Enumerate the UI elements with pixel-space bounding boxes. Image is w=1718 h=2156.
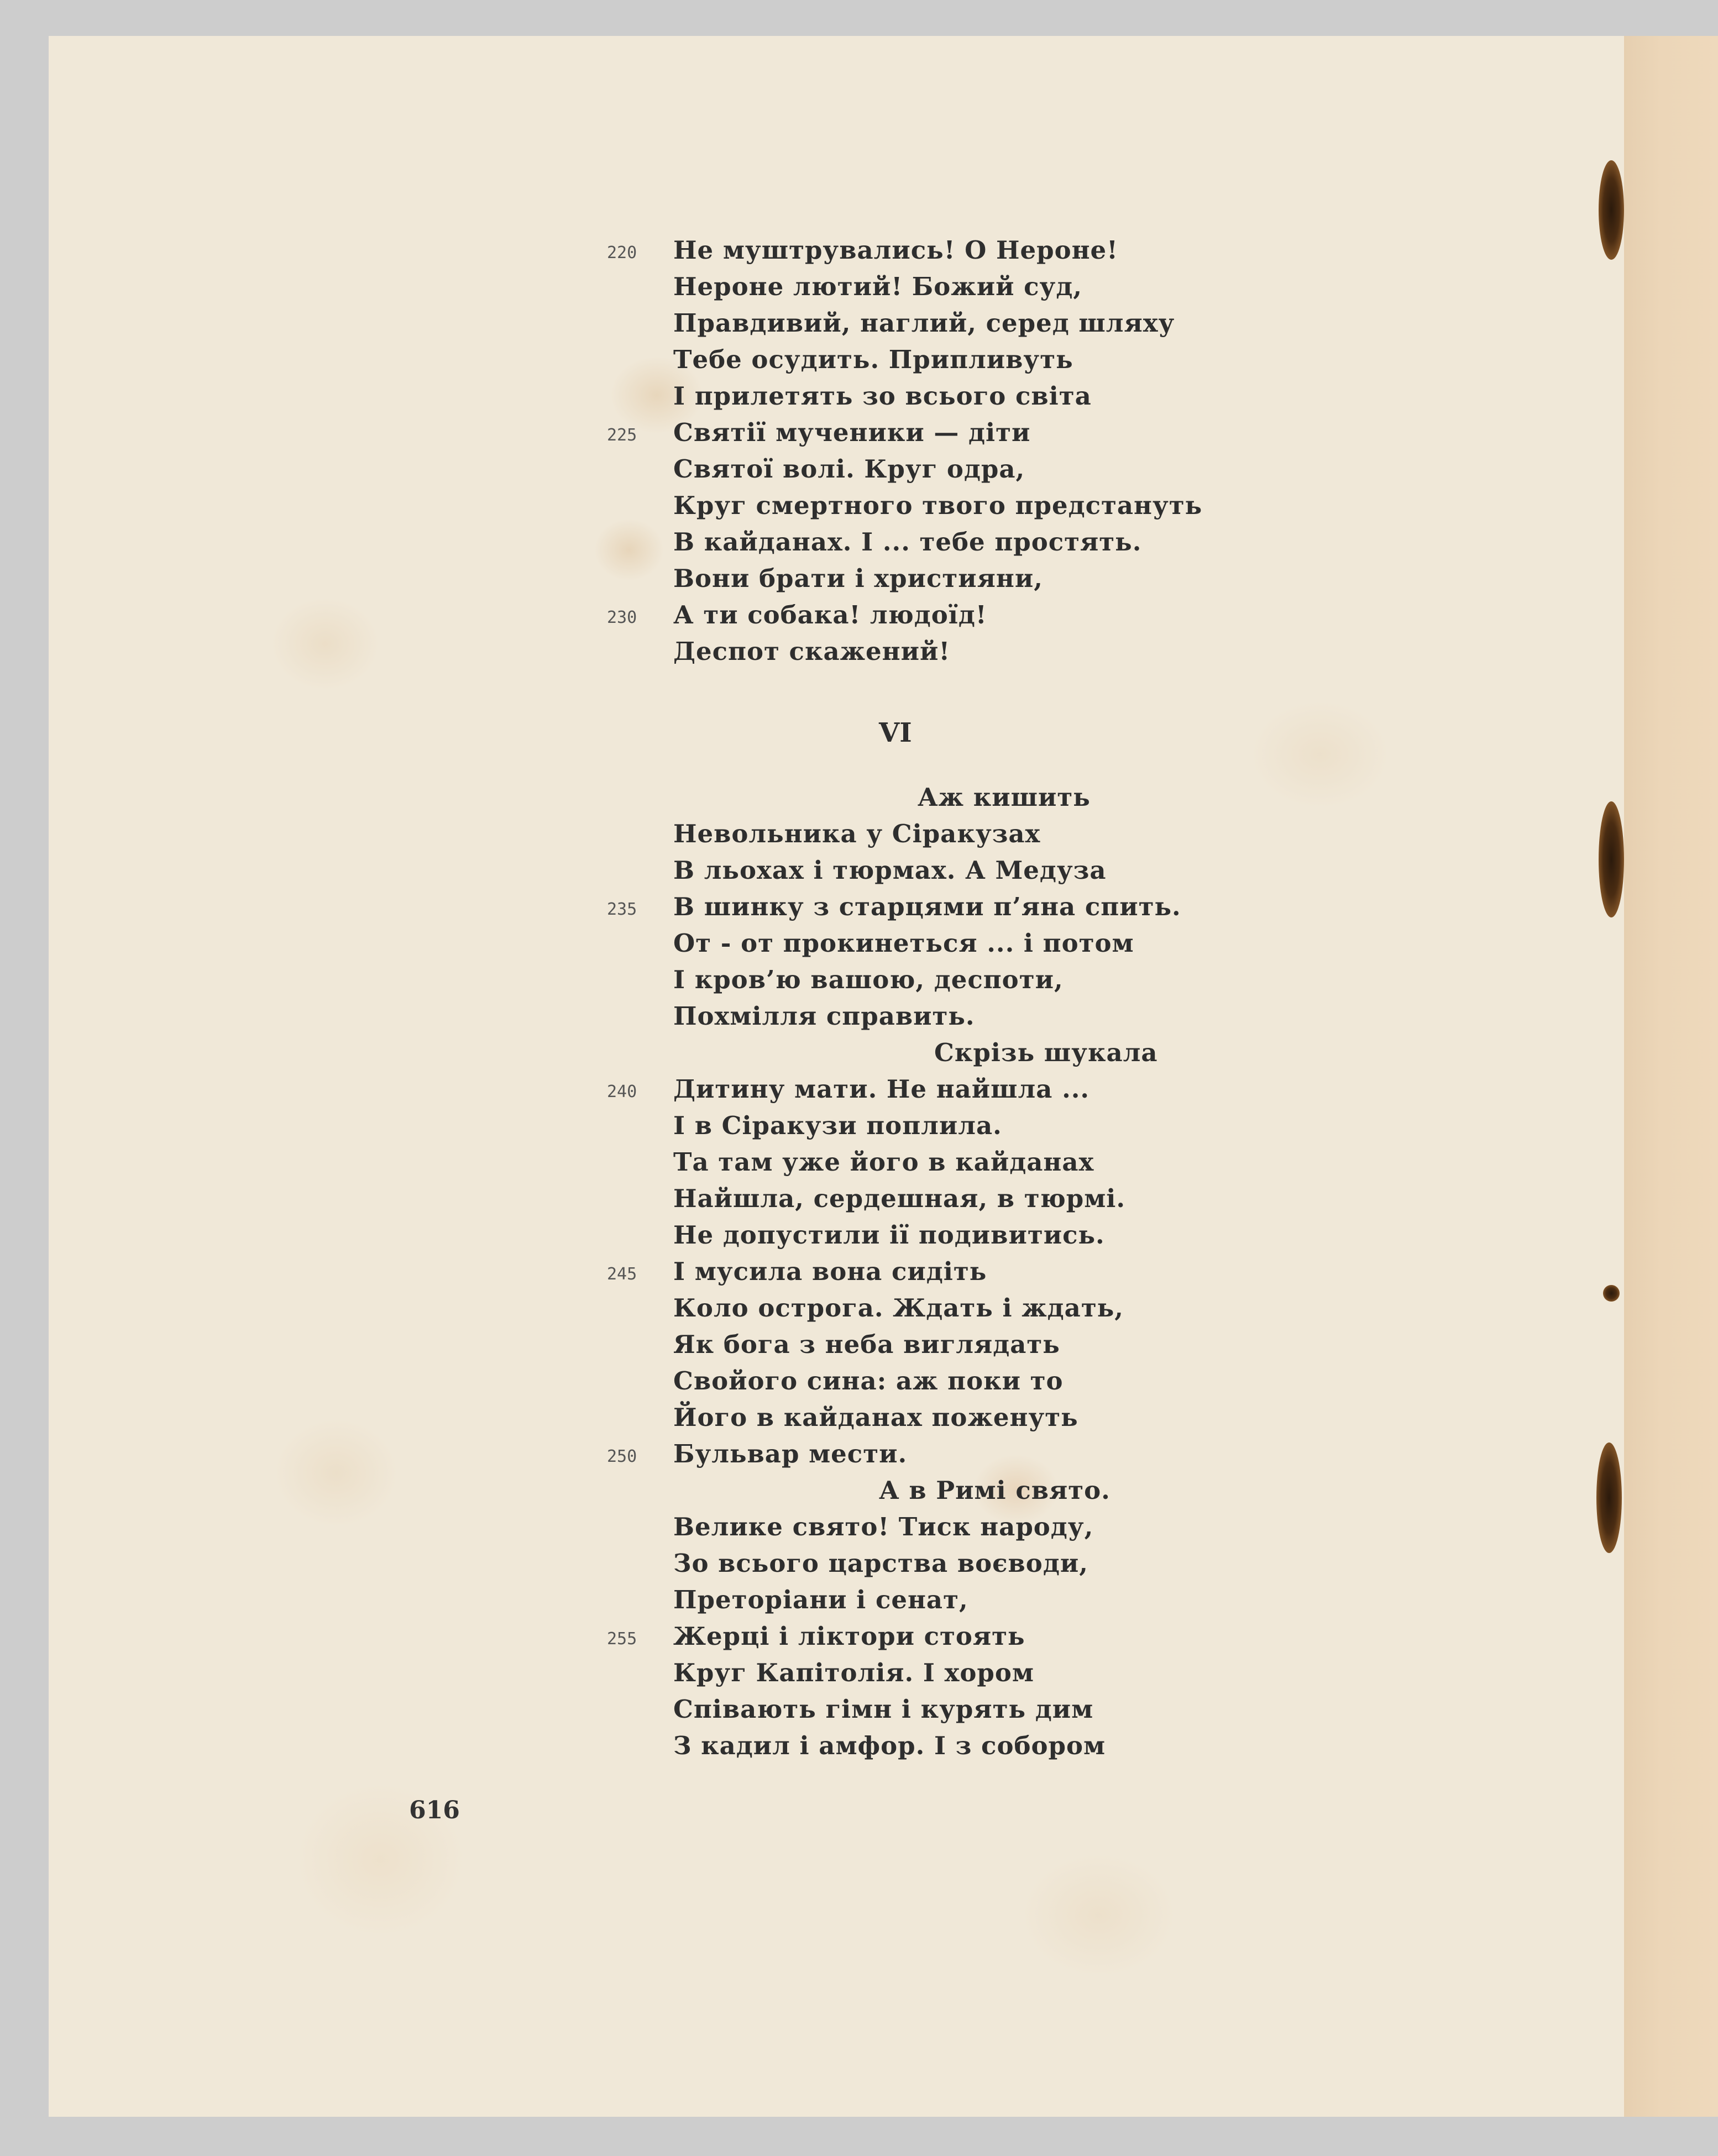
- line-number: 225: [607, 426, 637, 445]
- poem-line: З кадил і амфор. І з собором: [673, 1731, 1106, 1760]
- poem-line: Правдивий, наглий, серед шляху: [673, 308, 1175, 338]
- poem-line: Найшла, сердешная, в тюрмі.: [673, 1184, 1126, 1213]
- poem-line: Свойого сина: аж поки то: [673, 1366, 1064, 1396]
- poem-line: Круг смертного твого предстануть: [673, 491, 1203, 520]
- poem-line: І мусила вона сидіть: [673, 1257, 987, 1286]
- section-heading: VI: [879, 717, 912, 748]
- poem-line: Деспот скажений!: [673, 637, 951, 666]
- poem-line: Невольника у Сіракузах: [673, 819, 1041, 848]
- poem-line: В льохах і тюрмах. А Медуза: [673, 856, 1107, 885]
- line-number: 220: [607, 243, 637, 263]
- line-number: 250: [607, 1447, 637, 1466]
- poem-line: Святої волі. Круг одра,: [673, 454, 1025, 484]
- poem-line: Жерці і ліктори стоять: [673, 1622, 1025, 1651]
- poem-line: І в Сіракузи поплила.: [673, 1111, 1002, 1140]
- poem-line: А в Римі свято.: [879, 1476, 1111, 1505]
- line-number: 230: [607, 608, 637, 627]
- poem-line: Коло острога. Ждать і ждать,: [673, 1293, 1124, 1323]
- poem-line: Тебе осудить. Припливуть: [673, 345, 1073, 374]
- line-number: 240: [607, 1082, 637, 1101]
- poem-line: І кров’ю вашою, деспоти,: [673, 965, 1064, 994]
- poem-line: Та там уже його в кайданах: [673, 1147, 1094, 1177]
- poem-line: Дитину мати. Не найшла ...: [673, 1074, 1090, 1104]
- poem-line: Скрізь шукала: [934, 1038, 1158, 1067]
- poem-line: В кайданах. І ... тебе простять.: [673, 527, 1142, 557]
- poem-line: Святії мученики — діти: [673, 418, 1031, 447]
- line-number: 245: [607, 1265, 637, 1284]
- poem-line: В шинку з старцями п’яна спить.: [673, 892, 1181, 921]
- poem-line: Як бога з неба виглядать: [673, 1330, 1060, 1359]
- poem-line: А ти собака! людоїд!: [673, 600, 987, 630]
- line-number: 255: [607, 1629, 637, 1649]
- poem-line: Вони брати і християни,: [673, 564, 1043, 593]
- poem-line: Нероне лютий! Божий суд,: [673, 272, 1082, 301]
- page-number: 616: [409, 1796, 460, 1824]
- poem-line: Похмілля справить.: [673, 1001, 975, 1031]
- poem-line: Не допустили ії подивитись.: [673, 1220, 1105, 1250]
- poem-line: Зо всього царства воєводи,: [673, 1549, 1088, 1578]
- poem-line: Преторіани і сенат,: [673, 1585, 968, 1614]
- line-number: 235: [607, 900, 637, 919]
- poem-line: І прилетять зо всього світа: [673, 381, 1092, 411]
- poem-line: Його в кайданах поженуть: [673, 1403, 1078, 1432]
- poem-line: Бульвар мести.: [673, 1439, 908, 1468]
- poem-line: Аж кишить: [918, 783, 1091, 812]
- poem-line: Круг Капітолія. І хором: [673, 1658, 1034, 1687]
- poem-line: Співають гімн і курять дим: [673, 1695, 1094, 1724]
- poem-line: Не муштрувались! О Нероне!: [673, 235, 1118, 265]
- poem-line: От - от прокинеться ... і потом: [673, 929, 1134, 958]
- poem-line: Велике свято! Тиск народу,: [673, 1512, 1094, 1541]
